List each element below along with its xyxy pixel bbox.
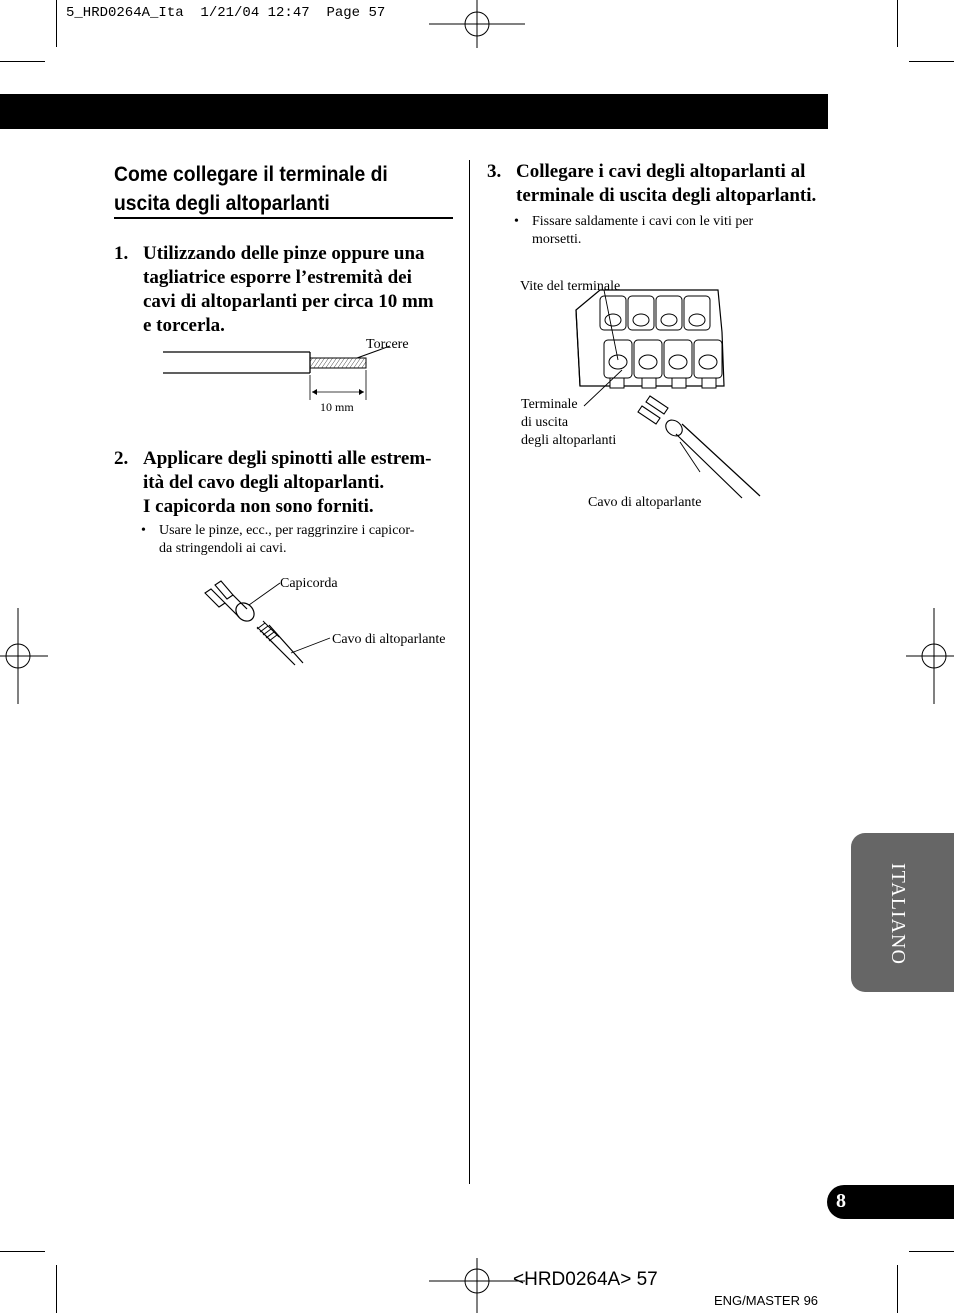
crop-mark [0,1251,45,1252]
print-slug: 5_HRD0264A_Ita 1/21/04 12:47 Page 57 [66,5,386,21]
bullet-marker: • [141,523,146,538]
section-title [114,160,427,218]
crop-mark [0,61,45,62]
step-1 [114,242,459,338]
step-line: Applicare degli spinotti alle estrem- [143,448,432,469]
section-title-line: Come collegare il terminale di [114,163,388,186]
page-number-badge [827,1185,954,1219]
crop-mark [909,1251,954,1252]
master-label: ENG/MASTER 96 [714,1293,819,1308]
label-line: Terminale [521,397,578,412]
registration-mark-top [429,0,525,48]
crop-mark [897,1265,898,1313]
step-number: 2. [114,448,129,469]
label-speaker-cable-2: Cavo di altoparlante [588,495,702,510]
label-speaker-cable-1: Cavo di altoparlante [332,632,446,647]
doc-reference: <HRD0264A> 57 [513,1269,658,1290]
bullet-text [532,213,753,249]
label-twist: Torcere [366,337,409,352]
section-title-line: uscita degli altoparlanti [114,192,330,215]
registration-mark-left [0,608,48,704]
step-number: 1. [114,243,129,264]
language-tab-label: ITALIANO [887,863,909,965]
registration-mark-bottom [429,1258,525,1313]
step-line: I capicorda non sono forniti. [143,496,374,517]
language-tab [851,833,954,992]
title-rule [114,217,453,219]
step-line: tagliatrice esporre l’estremità dei [143,267,412,288]
bullet-line: Usare le pinze, ecc., per raggrinzire i capicor- [159,523,415,538]
bullet-line: da stringendoli ai cavi. [159,541,287,556]
bullet-text [159,522,414,558]
bullet-line: morsetti. [532,232,582,247]
step-2-bullet [141,522,461,558]
step-text [516,160,816,208]
step-text [143,242,434,338]
step-2 [114,447,459,519]
crop-mark [56,1265,57,1313]
label-line: di uscita [521,415,569,430]
step-line: e torcerla. [143,315,225,336]
column-divider [469,160,470,1184]
bullet-marker: • [514,214,519,229]
label-capicorda: Capicorda [280,576,338,591]
crop-mark [56,0,57,47]
crop-mark [909,61,954,62]
registration-mark-right [906,608,954,704]
step-line: terminale di uscita degli altoparlanti. [516,185,817,206]
step-3-bullet [514,213,824,249]
label-line: degli altoparlanti [521,433,617,448]
bullet-line: Fissare saldamente i cavi con le viti per [532,214,754,229]
label-10mm: 10 mm [320,400,354,414]
step-line: Utilizzando delle pinze oppure una [143,243,425,264]
step-number: 3. [487,161,502,182]
step-line: cavi di altoparlanti per circa 10 mm [143,291,434,312]
step-line: ità del cavo degli altoparlanti. [143,472,385,493]
label-terminal-screw: Vite del terminale [520,279,621,294]
step-text [143,447,432,519]
crop-mark [897,0,898,47]
label-output-terminal [521,396,616,450]
page-number: 8 [836,1190,846,1212]
step-3 [487,160,832,208]
step-line: Collegare i cavi degli altoparlanti al [516,161,806,182]
header-bar [0,94,828,129]
